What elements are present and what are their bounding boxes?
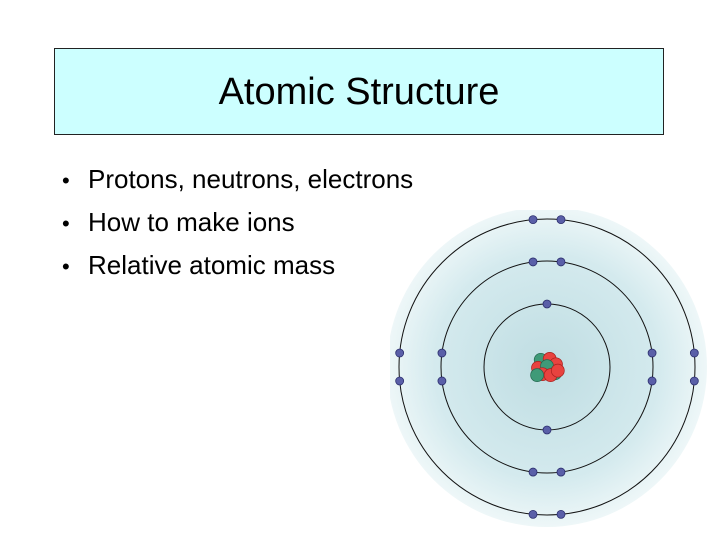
bullet-text: Protons, neutrons, electrons: [88, 164, 414, 194]
bullet-text: How to make ions: [88, 207, 295, 237]
proton: [551, 364, 564, 377]
bullet-item: [62, 162, 413, 205]
bullet-dot: •: [62, 211, 70, 236]
electron-shell-2: [648, 349, 656, 357]
electron-shell-2: [529, 258, 537, 266]
electron-shell-2: [648, 377, 656, 385]
electron-shell-3: [690, 349, 698, 357]
electron-shell-2: [557, 258, 565, 266]
title-box: [54, 48, 664, 135]
electron-shell-2: [438, 377, 446, 385]
electron-shell-2: [529, 468, 537, 476]
bullet-item: [62, 205, 413, 248]
bullet-list: [62, 162, 413, 291]
electron-shell-3: [396, 377, 404, 385]
bullet-text: Relative atomic mass: [88, 250, 336, 280]
electron-shell-3: [690, 377, 698, 385]
electron-shell-2: [557, 468, 565, 476]
atom-diagram: [390, 210, 710, 530]
electron-shell-3: [529, 216, 537, 224]
bullet-dot: •: [62, 168, 70, 193]
electron-shell-3: [529, 510, 537, 518]
bullet-item: [62, 248, 413, 291]
bullet-dot: •: [62, 254, 70, 279]
electron-shell-3: [557, 510, 565, 518]
electron-shell-1: [543, 426, 551, 434]
electron-shell-3: [557, 216, 565, 224]
slide-title: Atomic Structure: [218, 70, 500, 113]
electron-shell-2: [438, 349, 446, 357]
electron-shell-1: [543, 300, 551, 308]
neutron: [531, 369, 544, 382]
electron-shell-3: [396, 349, 404, 357]
